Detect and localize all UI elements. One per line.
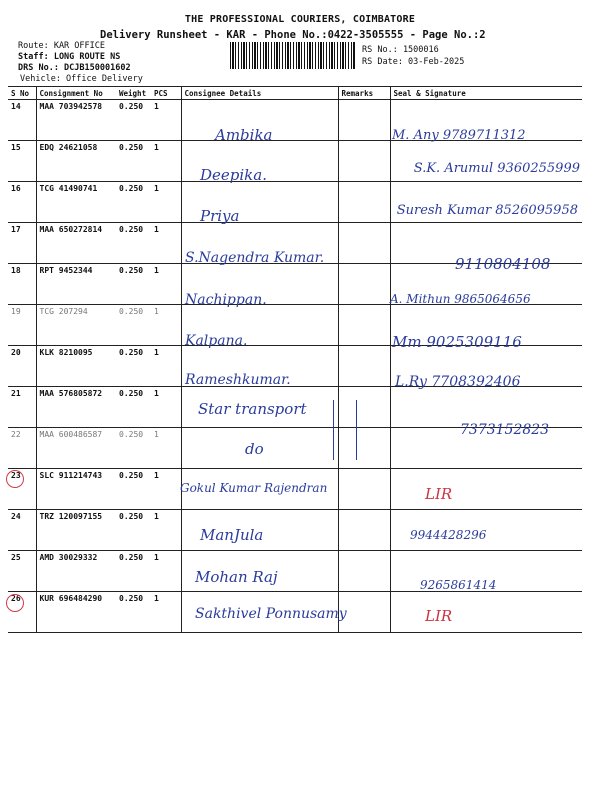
col-sno: S No [8, 87, 36, 100]
row-pcs: 1 [154, 266, 159, 275]
rs-date: RS Date: 03-Feb-2025 [362, 57, 465, 67]
consignee-handwriting: Priya [200, 207, 240, 225]
red-circle-mark [6, 470, 24, 488]
row-pcs: 1 [154, 307, 159, 316]
signature-handwriting: 9110804108 [455, 255, 551, 273]
drs-number: DRS No.: DCJB150001602 [18, 63, 131, 73]
row-consignment-no: MAA 650272814 [39, 225, 103, 234]
signature-handwriting: A. Mithun 9865064656 [390, 292, 531, 306]
row-consignment-no: MAA 703942578 [39, 102, 103, 111]
row-pcs: 1 [154, 102, 159, 111]
row-consignment-no: RPT 9452344 [39, 266, 93, 275]
row-pcs: 1 [154, 512, 159, 521]
row-pcs: 1 [154, 553, 159, 562]
row-sno: 20 [11, 348, 21, 357]
row-consignment-no: KUR 696484290 [39, 594, 103, 603]
row-consignment-no: SLC 911214743 [39, 471, 103, 480]
row-consignment-no: TCG 41490741 [39, 184, 98, 193]
row-weight: 0.250 [119, 225, 144, 234]
row-sno: 15 [11, 143, 21, 152]
consignee-handwriting: ManJula [200, 526, 264, 544]
staff-label: Staff: LONG ROUTE NS [18, 52, 121, 62]
signature-handwriting: L.Ry 7708392406 [395, 374, 521, 390]
consignee-handwriting: Nachippan. [185, 292, 267, 308]
row-sno: 23 [11, 471, 21, 480]
row-weight: 0.250 [119, 389, 144, 398]
vehicle-label: Vehicle: Office Delivery [20, 74, 143, 84]
row-consignment-no: TCG 207294 [39, 307, 88, 316]
row-sno: 22 [11, 430, 21, 439]
row-pcs: 1 [154, 471, 159, 480]
runsheet-title: Delivery Runsheet - KAR - Phone No.:0422-3505555 - Page No.:2 [100, 29, 486, 41]
route-label: Route: KAR OFFICE [18, 41, 105, 51]
col-seal: Seal & Signature [390, 87, 582, 100]
rs-number: RS No.: 1500016 [362, 45, 439, 55]
consignee-handwriting: Ambika [215, 126, 273, 144]
row-weight: 0.250 [119, 307, 144, 316]
consignee-handwriting: Deepika. [200, 166, 267, 184]
row-weight: 0.250 [119, 184, 144, 193]
col-weight: Weight [116, 87, 151, 100]
consignee-handwriting: Gokul Kumar Rajendran [180, 481, 328, 495]
row-sno: 17 [11, 225, 21, 234]
company-name: THE PROFESSIONAL COURIERS, COIMBATORE [184, 14, 416, 25]
signature-handwriting: LIR [425, 607, 453, 625]
signature-handwriting: S.K. Arumul 9360255999 [413, 161, 580, 176]
row-sno: 26 [11, 594, 21, 603]
row-sno: 21 [11, 389, 21, 398]
row-consignment-no: TRZ 120097155 [39, 512, 103, 521]
row-pcs: 1 [154, 594, 159, 603]
row-pcs: 1 [154, 389, 159, 398]
table-row [8, 510, 582, 551]
consignee-handwriting: do [245, 440, 264, 458]
row-pcs: 1 [154, 143, 159, 152]
row-weight: 0.250 [119, 471, 144, 480]
row-weight: 0.250 [119, 348, 144, 357]
row-consignment-no: MAA 600486587 [39, 430, 103, 439]
signature-handwriting: Suresh Kumar 8526095958 [396, 203, 578, 218]
signature-handwriting: 9265861414 [420, 578, 497, 592]
row-weight: 0.250 [119, 553, 144, 562]
row-pcs: 1 [154, 430, 159, 439]
signature-handwriting: 7373152823 [460, 422, 550, 438]
col-pcs: PCS [151, 87, 181, 100]
consignee-handwriting: Star transport [198, 400, 307, 418]
table-header [8, 87, 582, 100]
row-sno: 18 [11, 266, 21, 275]
signature-handwriting: Mm 9025309116 [392, 333, 522, 351]
row-weight: 0.250 [119, 512, 144, 521]
row-pcs: 1 [154, 348, 159, 357]
bracket-mark [333, 400, 357, 460]
row-weight: 0.250 [119, 266, 144, 275]
row-consignment-no: KLK 8210095 [39, 348, 93, 357]
row-sno: 16 [11, 184, 21, 193]
row-sno: 25 [11, 553, 21, 562]
col-consignee: Consignee Details [181, 87, 338, 100]
consignee-handwriting: Sakthivel Ponnusamy [195, 606, 347, 622]
row-weight: 0.250 [119, 143, 144, 152]
consignee-handwriting: S.Nagendra Kumar. [185, 250, 325, 266]
signature-handwriting: LIR [425, 485, 453, 503]
row-sno: 14 [11, 102, 21, 111]
row-weight: 0.250 [119, 594, 144, 603]
row-sno: 19 [11, 307, 21, 316]
col-consignment: Consignment No [36, 87, 116, 100]
row-pcs: 1 [154, 184, 159, 193]
row-consignment-no: AMD 30029332 [39, 553, 98, 562]
signature-handwriting: 9944428296 [410, 528, 487, 542]
consignee-handwriting: Mohan Raj [195, 568, 278, 586]
col-remarks: Remarks [338, 87, 390, 100]
consignee-handwriting: Rameshkumar. [185, 372, 291, 388]
row-weight: 0.250 [119, 102, 144, 111]
row-pcs: 1 [154, 225, 159, 234]
signature-handwriting: M. Any 9789711312 [392, 128, 526, 143]
row-weight: 0.250 [119, 430, 144, 439]
row-sno: 24 [11, 512, 21, 521]
barcode [230, 42, 355, 69]
row-consignment-no: EDQ 24621058 [39, 143, 98, 152]
red-circle-mark [6, 594, 24, 612]
consignee-handwriting: Kalpana. [185, 333, 248, 349]
row-consignment-no: MAA 576805872 [39, 389, 103, 398]
